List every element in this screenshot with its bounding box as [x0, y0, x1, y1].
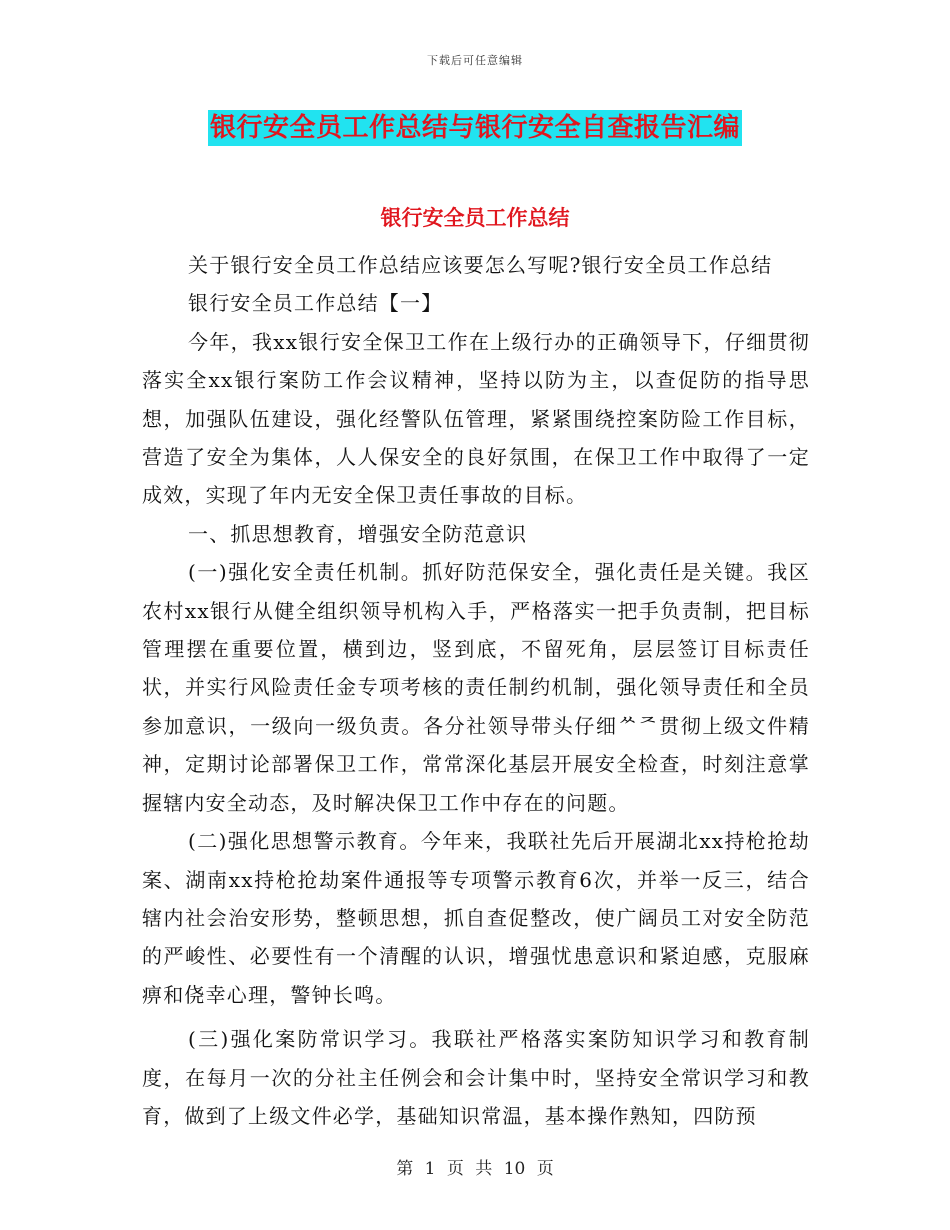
page-header-note: 下载后可任意编辑	[427, 54, 523, 67]
intro-paragraph: 关于银行安全员工作总结应该要怎么写呢?银行安全员工作总结	[188, 253, 773, 277]
document-body	[142, 246, 810, 1135]
body-paragraph: (三)强化案防常识学习。我联社严格落实案防知识学习和教育制度，在每月一次的分社主任例会和会计集中时，坚持安全常识学习和教育，做到了上级文件必学，基础知识常温，基本操作熟知，四防预	[142, 1027, 810, 1128]
section-title: 银行安全员工作总结	[380, 205, 570, 230]
subheading-part-one: 银行安全员工作总结【一】	[188, 291, 443, 316]
body-paragraph: 今年，我xx银行安全保卫工作在上级行办的正确领导下，仔细贯彻落实全xx银行案防工作会议精神，坚持以防为主，以查促防的指导思想，加强队伍建设，强化经警队伍管理，紧紧围绕控案防险工作目标，营造了安全为集体，人人保安全的良好氛围，在保卫工作中取得了一定成效，实现了年内无安全保卫责任事故的目标。	[142, 329, 810, 508]
section-heading-one: 一、抓思想教育，增强安全防范意识	[188, 521, 528, 546]
main-title-block	[0, 110, 950, 146]
document-title: 银行安全员工作总结与银行安全自查报告汇编	[208, 110, 742, 146]
body-paragraph: (二)强化思想警示教育。今年来，我联社先后开展湖北xx持枪抢劫案、湖南xx持枪抢劫案件通报等专项警示教育6次，并举一反三，结合辖内社会治安形势，整顿思想，抓自查促整改，使广阔员工对安全防范的严峻性、必要性有一个清醒的认识，增强忧患意识和紧迫感，克服麻痹和侥幸心理，警钟长鸣。	[142, 829, 810, 1007]
page-footer: 第 1 页 共 10 页	[396, 1159, 554, 1179]
body-paragraph: (一)强化安全责任机制。抓好防范保安全，强化责任是关键。我区农村xx银行从健全组织领导机构入手，严格落实一把手负责制，把目标管理摆在重要位置，横到边，竖到底，不留死角，层层签订目标责任状，并实行风险责任金专项考核的责任制约机制，强化领导责任和全员参加意识，一级向一级负责。各分社领导带头仔细ᄊᄌ贯彻上级文件精神，定期讨论部署保卫工作，常常深化基层开展安全检查，时刻注意掌握辖内安全动态，及时解决保卫工作中存在的问题。	[142, 560, 810, 815]
